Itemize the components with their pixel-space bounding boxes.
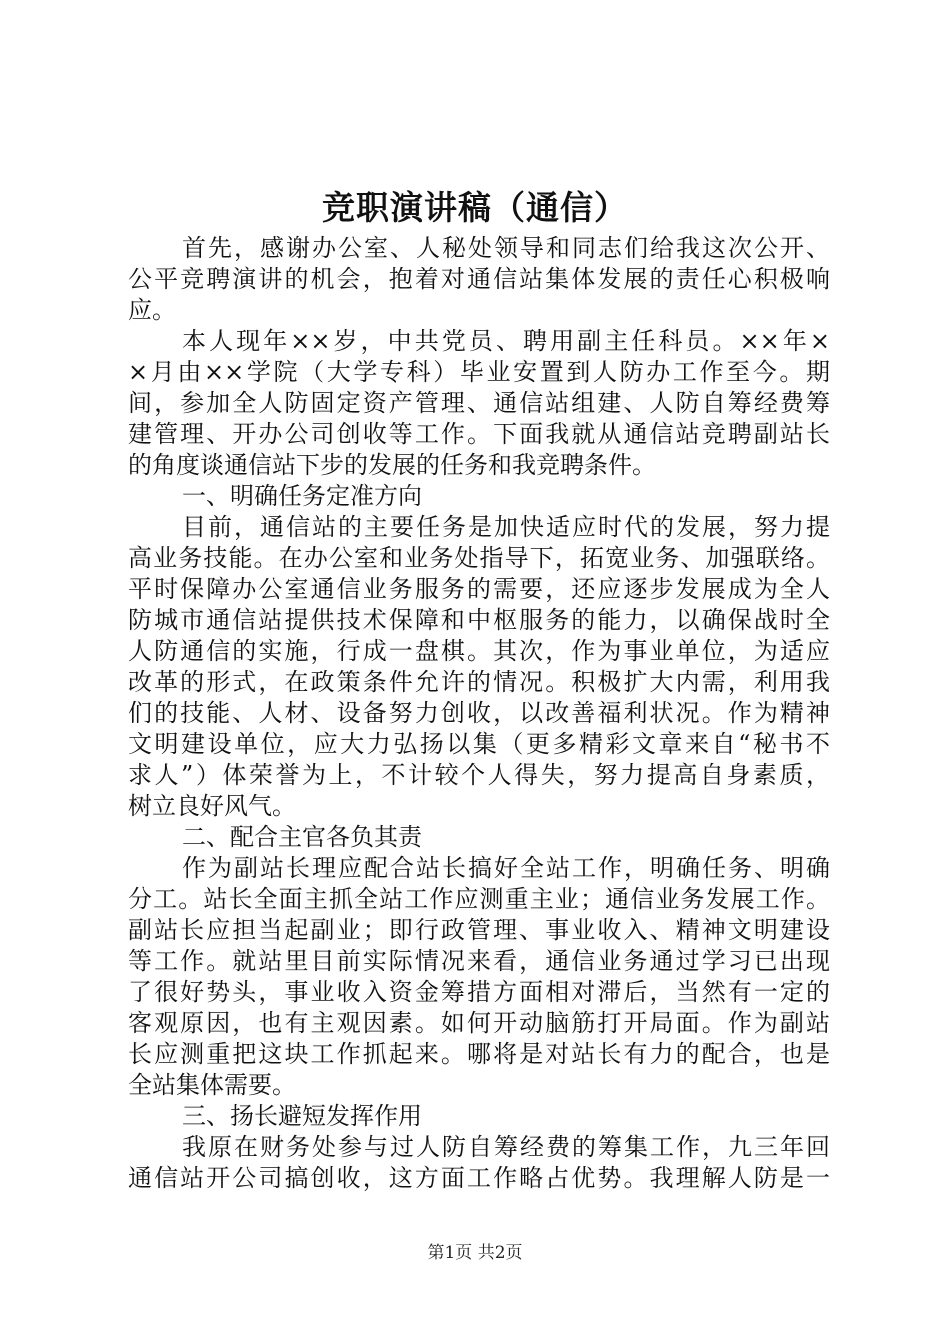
paragraph-line: 改革的形式，在政策条件允许的情况。积极扩大内需，利用我 [128, 668, 830, 696]
section-heading: 一、明确任务定准方向 [182, 482, 422, 510]
paragraph-line: 防城市通信站提供技术保障和中枢服务的能力，以确保战时全 [128, 606, 830, 634]
paragraph-line: 了很好势头，事业收入资金筹措方面相对滞后，当然有一定的 [128, 978, 830, 1006]
paragraph-line: 文明建设单位，应大力弘扬以集（更多精彩文章来自“秘书不 [128, 730, 830, 758]
document-body [128, 233, 830, 1194]
paragraph-line: 全站集体需要。 [128, 1071, 296, 1099]
paragraph-line: 间，参加全人防固定资产管理、通信站组建、人防自筹经费筹 [128, 389, 830, 417]
paragraph-line: 长应测重把这块工作抓起来。哪将是对站长有力的配合，也是 [128, 1040, 830, 1068]
paragraph-line: 树立良好风气。 [128, 792, 296, 820]
paragraph-line: 客观原因，也有主观因素。如何开动脑筋打开局面。作为副站 [128, 1009, 830, 1037]
paragraph-line: 等工作。就站里目前实际情况来看，通信业务通过学习已出现 [128, 947, 830, 975]
section-heading: 三、扬长避短发挥作用 [182, 1102, 422, 1130]
paragraph-line: 求人”）体荣誉为上，不计较个人得失，努力提高自身素质， [128, 761, 830, 789]
paragraph-line: 目前，通信站的主要任务是加快适应时代的发展，努力提 [182, 513, 830, 541]
paragraph-line: 副站长应担当起副业；即行政管理、事业收入、精神文明建设 [128, 916, 830, 944]
paragraph-line: 我原在财务处参与过人防自筹经费的筹集工作，九三年回 [182, 1133, 830, 1161]
paragraph-line: 的角度谈通信站下步的发展的任务和我竞聘条件。 [128, 451, 656, 479]
paragraph-line: 通信站开公司搞创收，这方面工作略占优势。我理解人防是一 [128, 1164, 830, 1192]
paragraph-line: 公平竞聘演讲的机会，抱着对通信站集体发展的责任心积极响 [128, 265, 830, 293]
paragraph-line: 建管理、开办公司创收等工作。下面我就从通信站竞聘副站长 [128, 420, 830, 448]
paragraph-line: 分工。站长全面主抓全站工作应测重主业；通信业务发展工作。 [128, 885, 830, 913]
paragraph-line: ×月由××学院（大学专科）毕业安置到人防办工作至今。期 [128, 358, 830, 386]
paragraph-line: 应。 [128, 296, 176, 324]
paragraph-line: 首先，感谢办公室、人秘处领导和同志们给我这次公开、 [182, 234, 830, 262]
paragraph-line: 们的技能、人材、设备努力创收，以改善福利状况。作为精神 [128, 699, 830, 727]
document-title: 竞职演讲稿（通信） [322, 188, 628, 227]
paragraph-line: 作为副站长理应配合站长搞好全站工作，明确任务、明确 [182, 854, 830, 882]
paragraph-line: 本人现年××岁，中共党员、聘用副主任科员。××年× [182, 327, 830, 355]
paragraph-line: 平时保障办公室通信业务服务的需要，还应逐步发展成为全人 [128, 575, 830, 603]
paragraph-line: 高业务技能。在办公室和业务处指导下，拓宽业务、加强联络。 [128, 544, 830, 572]
page-footer: 第1页 共2页 [427, 1243, 523, 1263]
section-heading: 二、配合主官各负其责 [182, 823, 422, 851]
paragraph-line: 人防通信的实施，行成一盘棋。其次，作为事业单位，为适应 [128, 637, 830, 665]
